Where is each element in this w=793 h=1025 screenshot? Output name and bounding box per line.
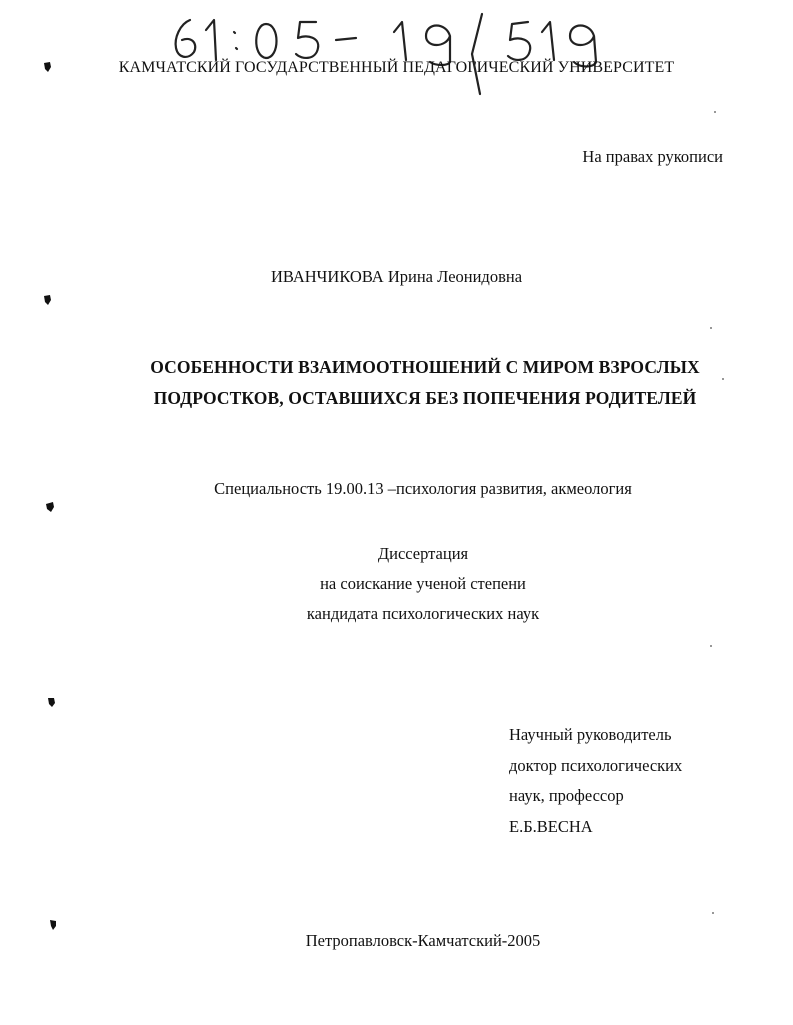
scan-speck [710, 645, 712, 647]
punch-hole-mark [42, 60, 52, 72]
scan-speck [722, 378, 724, 380]
dissertation-title [0, 352, 793, 414]
author-name: ИВАНЧИКОВА Ирина Леонидовна [270, 267, 523, 286]
punch-hole-mark [48, 918, 58, 930]
supervisor-line-2: доктор психологических [509, 755, 683, 775]
degree-line-1: Диссертация [377, 544, 469, 563]
punch-hole-mark [45, 500, 55, 512]
rights-note: На правах рукописи [582, 147, 723, 166]
title-line-2: ПОДРОСТКОВ, ОСТАВШИХСЯ БЕЗ ПОПЕЧЕНИЯ РОДИТЕЛЕЙ [153, 388, 697, 408]
supervisor-block [509, 720, 682, 842]
city-year: Петропавловск-Камчатский-2005 [305, 931, 541, 950]
degree-line-2: на соискание ученой степени [320, 574, 526, 593]
supervisor-line-4: Е.Б.ВЕСНА [509, 816, 593, 836]
punch-hole-mark [42, 293, 52, 305]
scan-speck [710, 327, 712, 329]
title-line-1: ОСОБЕННОСТИ ВЗАИМООТНОШЕНИЙ С МИРОМ ВЗРОСЛЫХ [150, 357, 700, 377]
handwritten-code-strokes [168, 6, 608, 96]
punch-hole-mark [46, 695, 56, 707]
scan-speck [714, 111, 716, 113]
specialty-line: Специальность 19.00.13 –психология развития, акмеология [214, 479, 632, 498]
degree-statement [0, 539, 793, 629]
supervisor-line-3: наук, профессор [509, 786, 624, 805]
scan-speck [712, 912, 714, 914]
handwritten-archive-code [168, 6, 608, 96]
university-name: КАМЧАТСКИЙ ГОСУДАРСТВЕННЫЙ ПЕДАГОГИЧЕСКИЙ УНИВЕРСИТЕТ [118, 59, 675, 76]
degree-line-3: кандидата психологических наук [306, 604, 540, 623]
supervisor-line-1: Научный руководитель [509, 725, 672, 744]
